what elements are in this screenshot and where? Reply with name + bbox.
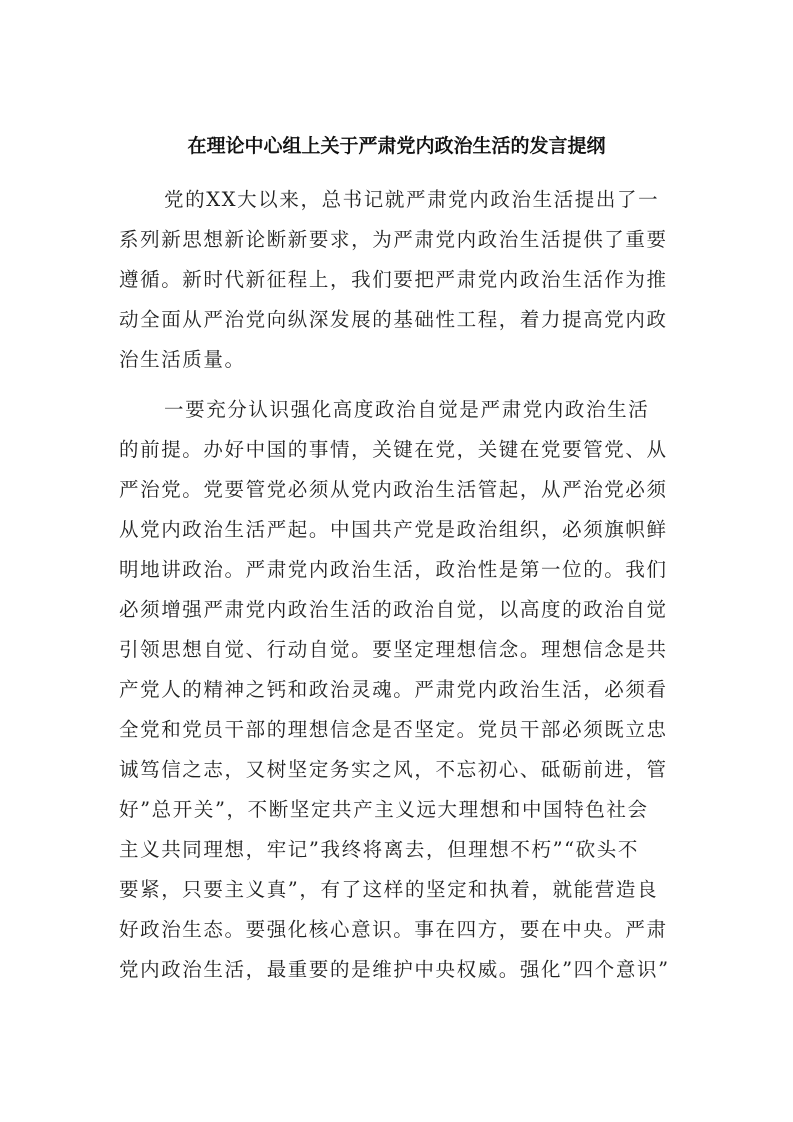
- paragraph-line: 产党人的精神之钙和政治灵魂。严肃党内政治生活，必须看: [119, 678, 668, 701]
- paragraph-line: 好”总开关”，不断坚定共产主义远大理想和中国特色社会: [119, 798, 649, 821]
- paragraph-line: 从党内政治生活严起。中国共产党是政治组织，必须旗帜鲜: [119, 518, 668, 541]
- paragraph-line: 必须增强严肃党内政治生活的政治自觉，以高度的政治自觉: [119, 598, 668, 621]
- paragraph-line: 引领思想自觉、行动自觉。要坚定理想信念。理想信念是共: [119, 638, 668, 661]
- paragraph-line: 党的XX大以来，总书记就严肃党内政治生活提出了一: [164, 188, 660, 211]
- paragraph-line: 治生活质量。: [119, 348, 246, 371]
- paragraph-line: 的前提。办好中国的事情，关键在党，关键在党要管党、从: [119, 438, 668, 461]
- paragraph-line: 系列新思想新论断新要求，为严肃党内政治生活提供了重要: [119, 228, 668, 251]
- document-title: 在理论中心组上关于严肃党内政治生活的发言提纲: [187, 135, 606, 157]
- paragraph-line: 遵循。新时代新征程上，我们要把严肃党内政治生活作为推: [119, 268, 668, 291]
- paragraph-line: 严治党。党要管党必须从党内政治生活管起，从严治党必须: [119, 478, 668, 501]
- paragraph-line: 一要充分认识强化高度政治自觉是严肃党内政治生活: [164, 398, 650, 421]
- paragraph-line: 党内政治生活，最重要的是维护中央权威。强化”四个意识”: [119, 958, 670, 981]
- paragraph-line: 动全面从严治党向纵深发展的基础性工程，着力提高党内政: [119, 308, 668, 331]
- paragraph-line: 好政治生态。要强化核心意识。事在四方，要在中央。严肃: [119, 918, 668, 941]
- paragraph-line: 要紧，只要主义真”，有了这样的坚定和执着，就能营造良: [119, 878, 659, 901]
- paragraph-line: 明地讲政治。严肃党内政治生活，政治性是第一位的。我们: [119, 558, 668, 581]
- paragraph-line: 诚笃信之志，又树坚定务实之风，不忘初心、砥砺前进，管: [119, 758, 668, 781]
- paragraph-line: 全党和党员干部的理想信念是否坚定。党员干部必须既立忠: [119, 718, 668, 741]
- paragraph-line: 主义共同理想，牢记”我终将离去，但理想不朽”“砍头不: [119, 838, 640, 861]
